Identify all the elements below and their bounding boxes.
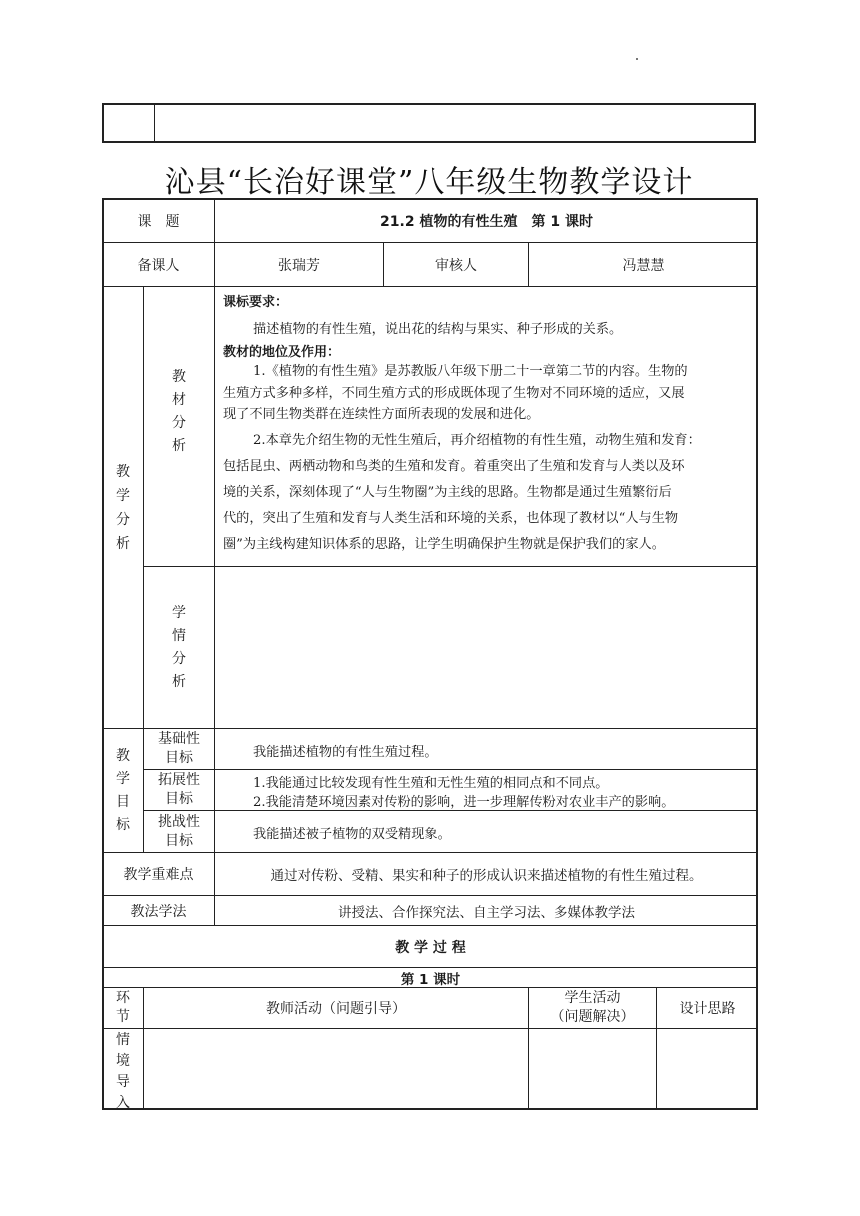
page-title: 沁县“长治好课堂”八年级生物教学设计 [164, 165, 694, 200]
topic-value: 21.2 植物的有性生殖 第 1 课时 [214, 198, 758, 242]
reviewer-name: 冯慧慧 [528, 242, 758, 286]
position-p1-line: 现了不同生物类群在连续性方面所表现的发展和进化。 [223, 407, 540, 422]
teacher-activity-cell [143, 1028, 528, 1110]
basic-goal-content: 我能描述植物的有性生殖过程。 [214, 728, 758, 769]
col-teacher-activity: 教师活动（问题引导） [143, 987, 528, 1028]
position-p1-first: 1.《植物的有性生殖》是苏教版八年级下册二十一章第二节的内容。生物的 [253, 364, 688, 379]
lesson-label: 第 1 课时 [102, 967, 758, 987]
key-points-content: 通过对传粉、受精、果实和种子的形成认识来描述植物的有性生殖过程。 [214, 852, 758, 895]
material-analysis-content [214, 286, 758, 566]
position-p2-first: 2.本章先介绍生物的无性生殖后，再介绍植物的有性生殖，动物生殖和发育： [253, 433, 701, 448]
standard-text: 描述植物的有性生殖，说出花的结构与果实、种子形成的关系。 [253, 322, 623, 337]
extend-goal-content: 1.我能通过比较发现有性生殖和无性生殖的相同点和不同点。 2.我能清楚环境因素对传粉的影响，进一步理解传粉对农业丰产的影响。 [214, 769, 758, 810]
student-analysis-label: 学 情 分 析 [143, 566, 214, 728]
position-p2-line: 代的，突出了生殖和发育与人类生活和环境的关系，也体现了教材以“人与生物 [223, 511, 679, 526]
reviewer-label: 审核人 [383, 242, 528, 286]
design-idea-cell [656, 1028, 758, 1110]
col-stage: 环 节 [102, 987, 143, 1028]
methods-label: 教法学法 [102, 895, 214, 925]
position-heading: 教材的地位及作用： [223, 345, 341, 360]
stray-dot [636, 58, 638, 60]
student-activity-cell [528, 1028, 656, 1110]
topic-label: 课 题 [102, 198, 214, 242]
top-blank-table [102, 103, 756, 143]
basic-goal-label: 基础性 目标 [143, 728, 214, 769]
position-p2-line: 境的关系，深刻体现了“人与生物圈”为主线的思路。生物都是通过生殖繁衍后 [223, 485, 672, 500]
methods-content: 讲授法、合作探究法、自主学习法、多媒体教学法 [214, 895, 758, 925]
extend-goal-label: 拓展性 目标 [143, 769, 214, 810]
preparer-name: 张瑞芳 [214, 242, 383, 286]
analysis-group-label: 教 学 分 析 [102, 286, 143, 728]
col-student-activity: 学生活动 （问题解决） [528, 987, 656, 1028]
position-p1-line: 生殖方式多种多样，不同生殖方式的形成既体现了生物对不同环境的适应，又展 [223, 386, 685, 401]
position-p2-line: 圈”为主线构建知识体系的思路，让学生明确保护生物就是保护我们的家人。 [223, 537, 665, 552]
student-analysis-content [214, 566, 758, 728]
challenge-goal-label: 挑战性 目标 [143, 810, 214, 852]
position-p2-line: 包括昆虫、两栖动物和鸟类的生殖和发育。着重突出了生殖和发育与人类以及环 [223, 459, 685, 474]
process-heading: 教 学 过 程 [102, 925, 758, 967]
col-design-idea: 设计思路 [656, 987, 758, 1028]
goals-group-label: 教 学 目 标 [102, 728, 143, 852]
preparer-label: 备课人 [102, 242, 214, 286]
challenge-goal-content: 我能描述被子植物的双受精现象。 [214, 810, 758, 852]
standard-heading: 课标要求： [223, 295, 289, 310]
stage-cell: 情 境 导 入 [102, 1028, 143, 1110]
key-points-label: 教学重难点 [102, 852, 214, 895]
material-analysis-label: 教 材 分 析 [143, 286, 214, 566]
